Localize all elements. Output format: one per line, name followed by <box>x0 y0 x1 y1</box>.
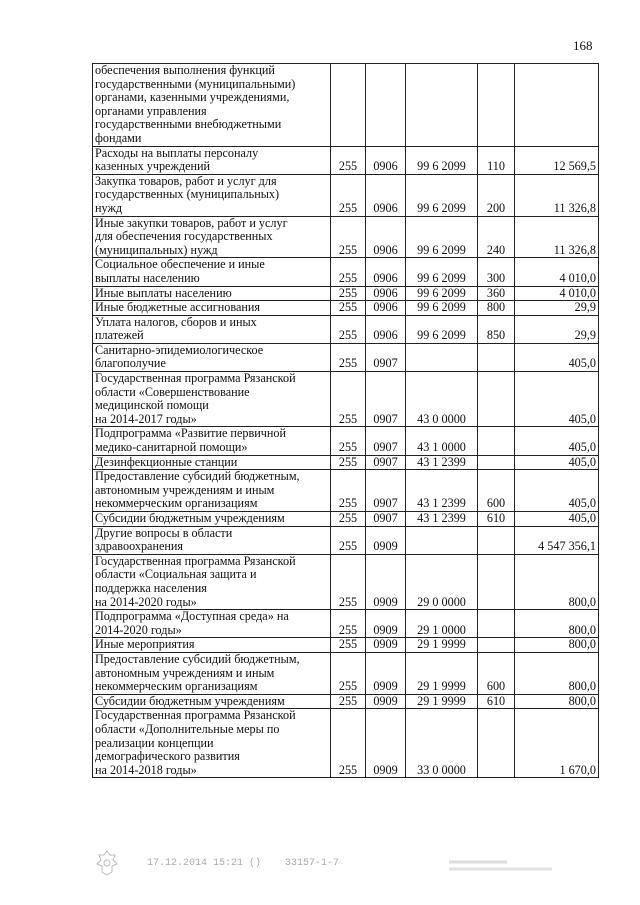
row-amount-cell: 800,0 <box>515 610 599 638</box>
row-amount-cell: 405,0 <box>515 455 599 470</box>
row-code-cell: 255 <box>331 146 366 174</box>
row-target-cell: 99 6 2099 <box>406 286 478 301</box>
row-amount-cell: 11 326,8 <box>515 216 599 258</box>
row-code-cell: 255 <box>331 470 366 512</box>
row-target-cell: 99 6 2099 <box>406 315 478 343</box>
faint-stamp-mark <box>447 856 557 874</box>
row-target-cell: 43 0 0000 <box>406 372 478 427</box>
row-section-cell: 0907 <box>366 470 406 512</box>
row-name-cell: Санитарно-эпидемиологическое благополучие <box>93 343 331 371</box>
row-name-cell: Социальное обеспечение и иные выплаты населению <box>93 258 331 286</box>
row-type-cell: 610 <box>478 694 515 709</box>
row-amount-cell: 405,0 <box>515 512 599 527</box>
row-target-cell: 99 6 2099 <box>406 174 478 216</box>
row-amount-cell: 4 547 356,1 <box>515 526 599 554</box>
row-code-cell: 255 <box>331 372 366 427</box>
row-code-cell: 255 <box>331 554 366 609</box>
row-amount-cell: 405,0 <box>515 372 599 427</box>
row-type-cell <box>478 427 515 455</box>
row-section-cell <box>366 64 406 147</box>
row-target-cell: 29 1 9999 <box>406 652 478 694</box>
row-code-cell: 255 <box>331 174 366 216</box>
table-row <box>93 652 599 694</box>
row-amount-cell: 12 569,5 <box>515 146 599 174</box>
row-type-cell: 360 <box>478 286 515 301</box>
row-code-cell: 255 <box>331 427 366 455</box>
row-section-cell: 0907 <box>366 372 406 427</box>
row-name-cell: Субсидии бюджетным учреждениям <box>93 694 331 709</box>
row-target-cell: 99 6 2099 <box>406 216 478 258</box>
row-code-cell: 255 <box>331 315 366 343</box>
table-row <box>93 554 599 609</box>
row-target-cell: 29 1 0000 <box>406 610 478 638</box>
row-section-cell: 0906 <box>366 174 406 216</box>
row-code-cell: 255 <box>331 638 366 653</box>
row-target-cell: 29 0 0000 <box>406 554 478 609</box>
row-section-cell: 0909 <box>366 652 406 694</box>
row-section-cell: 0907 <box>366 455 406 470</box>
row-target-cell: 99 6 2099 <box>406 301 478 316</box>
row-section-cell: 0909 <box>366 709 406 778</box>
row-type-cell <box>478 709 515 778</box>
row-name-cell: Государственная программа Рязанской области «Социальная защита и поддержка населения на 2014-2020 годы» <box>93 554 331 609</box>
row-section-cell: 0909 <box>366 610 406 638</box>
row-type-cell: 850 <box>478 315 515 343</box>
table-row <box>93 146 599 174</box>
table-row <box>93 174 599 216</box>
row-name-cell: Иные закупки товаров, работ и услуг для обеспечения государственных (муниципальных) нужд <box>93 216 331 258</box>
row-name-cell: обеспечения выполнения функций государственными (муниципальными) органами, казенными учреждениями, органами управления государственными внебюджетными фондами <box>93 64 331 147</box>
table-row <box>93 315 599 343</box>
row-type-cell: 800 <box>478 301 515 316</box>
row-code-cell: 255 <box>331 343 366 371</box>
row-code-cell: 255 <box>331 652 366 694</box>
row-name-cell: Уплата налогов, сборов и иных платежей <box>93 315 331 343</box>
table-row <box>93 286 599 301</box>
row-section-cell: 0906 <box>366 146 406 174</box>
row-section-cell: 0909 <box>366 694 406 709</box>
row-name-cell: Подпрограмма «Развитие первичной медико-санитарной помощи» <box>93 427 331 455</box>
row-name-cell: Государственная программа Рязанской области «Дополнительные меры по реализации концепции демографического развития на 2014-2018 годы» <box>93 709 331 778</box>
row-type-cell: 110 <box>478 146 515 174</box>
row-target-cell: 43 1 2399 <box>406 470 478 512</box>
row-code-cell: 255 <box>331 455 366 470</box>
row-name-cell: Иные выплаты населению <box>93 286 331 301</box>
row-section-cell: 0907 <box>366 343 406 371</box>
row-amount-cell: 800,0 <box>515 554 599 609</box>
row-target-cell: 33 0 0000 <box>406 709 478 778</box>
row-amount-cell: 800,0 <box>515 638 599 653</box>
row-name-cell: Иные мероприятия <box>93 638 331 653</box>
row-amount-cell: 29,9 <box>515 315 599 343</box>
row-code-cell: 255 <box>331 526 366 554</box>
row-code-cell: 255 <box>331 258 366 286</box>
row-code-cell: 255 <box>331 301 366 316</box>
row-type-cell <box>478 64 515 147</box>
coat-of-arms-icon <box>95 850 119 876</box>
table-row <box>93 258 599 286</box>
row-code-cell: 255 <box>331 216 366 258</box>
row-type-cell <box>478 554 515 609</box>
table-row <box>93 427 599 455</box>
row-type-cell: 610 <box>478 512 515 527</box>
row-name-cell: Другие вопросы в области здравоохранения <box>93 526 331 554</box>
table-row <box>93 455 599 470</box>
table-row <box>93 512 599 527</box>
row-target-cell: 99 6 2099 <box>406 258 478 286</box>
table-row <box>93 470 599 512</box>
row-amount-cell: 405,0 <box>515 470 599 512</box>
row-name-cell: Субсидии бюджетным учреждениям <box>93 512 331 527</box>
table-row <box>93 64 599 147</box>
row-section-cell: 0909 <box>366 638 406 653</box>
row-type-cell: 200 <box>478 174 515 216</box>
budget-table <box>92 63 599 778</box>
table-row <box>93 610 599 638</box>
page-number: 168 <box>573 38 593 53</box>
table-row <box>93 301 599 316</box>
row-name-cell: Государственная программа Рязанской области «Совершенствование медицинской помощи на 2014-2017 годы» <box>93 372 331 427</box>
row-amount-cell: 11 326,8 <box>515 174 599 216</box>
row-amount-cell: 405,0 <box>515 343 599 371</box>
table-row <box>93 638 599 653</box>
row-type-cell: 600 <box>478 470 515 512</box>
row-amount-cell: 4 010,0 <box>515 258 599 286</box>
row-code-cell: 255 <box>331 610 366 638</box>
row-name-cell: Предоставление субсидий бюджетным, автономным учреждениям и иным некоммерческим организациям <box>93 470 331 512</box>
row-code-cell: 255 <box>331 512 366 527</box>
row-target-cell: 43 1 2399 <box>406 455 478 470</box>
row-name-cell: Расходы на выплаты персоналу казенных учреждений <box>93 146 331 174</box>
row-section-cell: 0909 <box>366 554 406 609</box>
footer-document-id: 33157-1-7 <box>285 858 340 869</box>
row-target-cell <box>406 64 478 147</box>
footer-timestamp: 17.12.2014 15:21 () <box>147 858 262 869</box>
row-type-cell: 600 <box>478 652 515 694</box>
row-target-cell <box>406 526 478 554</box>
row-section-cell: 0906 <box>366 258 406 286</box>
row-type-cell: 240 <box>478 216 515 258</box>
table-row <box>93 216 599 258</box>
row-section-cell: 0907 <box>366 512 406 527</box>
row-amount-cell: 29,9 <box>515 301 599 316</box>
row-target-cell: 29 1 9999 <box>406 694 478 709</box>
row-target-cell: 43 1 2399 <box>406 512 478 527</box>
row-amount-cell: 405,0 <box>515 427 599 455</box>
table-row <box>93 343 599 371</box>
row-type-cell <box>478 455 515 470</box>
row-type-cell <box>478 343 515 371</box>
row-type-cell <box>478 372 515 427</box>
row-type-cell: 300 <box>478 258 515 286</box>
row-section-cell: 0906 <box>366 301 406 316</box>
row-amount-cell <box>515 64 599 147</box>
row-code-cell: 255 <box>331 694 366 709</box>
table-row <box>93 526 599 554</box>
row-type-cell <box>478 526 515 554</box>
row-name-cell: Предоставление субсидий бюджетным, автономным учреждениям и иным некоммерческим организациям <box>93 652 331 694</box>
table-row <box>93 694 599 709</box>
row-section-cell: 0906 <box>366 315 406 343</box>
row-name-cell: Закупка товаров, работ и услуг для государственных (муниципальных) нужд <box>93 174 331 216</box>
table-row <box>93 372 599 427</box>
row-section-cell: 0909 <box>366 526 406 554</box>
row-target-cell <box>406 343 478 371</box>
row-amount-cell: 800,0 <box>515 652 599 694</box>
row-section-cell: 0906 <box>366 216 406 258</box>
row-section-cell: 0907 <box>366 427 406 455</box>
row-section-cell: 0906 <box>366 286 406 301</box>
row-amount-cell: 1 670,0 <box>515 709 599 778</box>
row-type-cell <box>478 638 515 653</box>
row-target-cell: 29 1 9999 <box>406 638 478 653</box>
row-amount-cell: 800,0 <box>515 694 599 709</box>
document-footer <box>95 856 565 876</box>
row-code-cell <box>331 64 366 147</box>
budget-table-body <box>93 64 599 778</box>
row-code-cell: 255 <box>331 709 366 778</box>
row-amount-cell: 4 010,0 <box>515 286 599 301</box>
row-type-cell <box>478 610 515 638</box>
row-name-cell: Иные бюджетные ассигнования <box>93 301 331 316</box>
row-name-cell: Дезинфекционные станции <box>93 455 331 470</box>
table-row <box>93 709 599 778</box>
row-target-cell: 43 1 0000 <box>406 427 478 455</box>
row-target-cell: 99 6 2099 <box>406 146 478 174</box>
row-name-cell: Подпрограмма «Доступная среда» на 2014-2020 годы» <box>93 610 331 638</box>
row-code-cell: 255 <box>331 286 366 301</box>
